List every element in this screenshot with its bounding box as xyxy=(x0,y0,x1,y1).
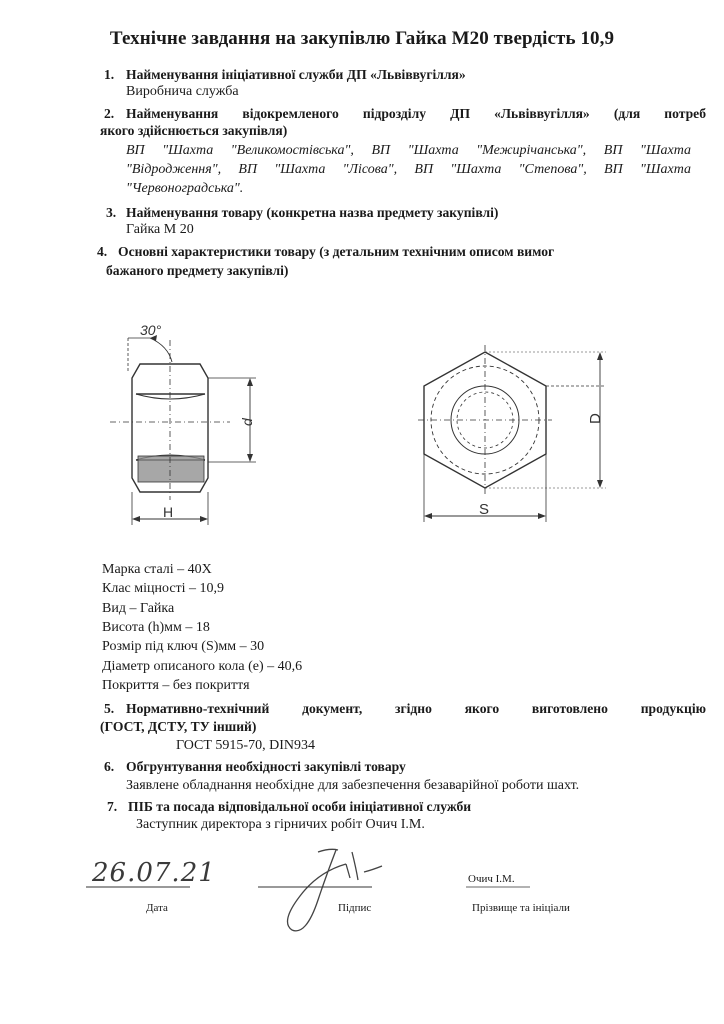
section-1-value: Виробнича служба xyxy=(126,84,239,99)
d-label: d xyxy=(239,418,255,426)
section-6-number: 6. xyxy=(104,759,115,774)
section-3-heading: Найменування товару (конкретна назва предмету закупівлі) xyxy=(126,205,499,220)
section-6-value: Заявлене обладнання необхідне для забезпечення безаварійної роботи шахт. xyxy=(126,778,580,793)
section-5-heading-line2: (ГОСТ, ДСТУ, ТУ інший) xyxy=(100,719,257,734)
s-label: S xyxy=(479,501,490,518)
spec-line: Вид – Гайка xyxy=(102,600,175,616)
section-4-heading-line1: Основні характеристики товару (з детальним технічним описом вимог xyxy=(118,244,555,259)
section-2-value-line2: "Відродження", ВП "Шахта "Лісова", ВП "Шахта "Степова", ВП "Шахта xyxy=(126,162,691,177)
name-label: Прізвище та ініціали xyxy=(472,902,570,914)
section-7-number: 7. xyxy=(107,799,118,814)
nut-side-view xyxy=(110,335,256,525)
section-5-value: ГОСТ 5915-70, DIN934 xyxy=(176,738,315,753)
spec-line: Розмір під ключ (S)мм – 30 xyxy=(102,639,265,655)
section-1-heading: Найменування ініціативної служби ДП «Львіввугілля» xyxy=(126,67,466,82)
section-3-value: Гайка М 20 xyxy=(126,222,194,237)
section-2-value-line3: "Червоноградська". xyxy=(126,181,244,196)
section-3-number: 3. xyxy=(106,205,117,220)
section-2-number: 2. xyxy=(104,106,115,121)
spec-line: Клас міцності – 10,9 xyxy=(102,581,225,597)
nut-top-view xyxy=(418,345,606,522)
section-7-value: Заступник директора з гірничих робіт Очич І.М. xyxy=(136,817,425,832)
section-4-number: 4. xyxy=(97,244,108,259)
angle-label: 30° xyxy=(140,322,162,338)
section-5-heading-line1: Нормативно-технічний документ, згідно якого виготовлено продукцію xyxy=(126,701,706,716)
section-2-heading-line2: якого здійснюється закупівля) xyxy=(100,123,288,138)
spec-line: Висота (h)мм – 18 xyxy=(102,619,210,635)
section-2-heading-line1: Найменування відокремленого підрозділу ДП «Львіввугілля» (для потреб xyxy=(126,106,706,121)
spec-line: Марка сталі – 40Х xyxy=(102,562,212,577)
date-label: Дата xyxy=(146,902,168,914)
document-title: Технічне завдання на закупівлю Гайка М20 твердість 10,9 xyxy=(109,28,615,49)
name-value: Очич І.М. xyxy=(468,873,515,885)
date-handwritten: 26.07.21 xyxy=(92,858,216,888)
section-6-heading: Обгрунтування необхідності закупівлі товару xyxy=(126,759,406,774)
section-7-heading: ПІБ та посада відповідальної особи ініціативної служби xyxy=(128,799,472,814)
spec-line: Покриття – без покриття xyxy=(102,677,250,693)
signature-label: Підпис xyxy=(338,902,372,914)
section-1-number: 1. xyxy=(104,67,115,82)
section-5-number: 5. xyxy=(104,701,115,716)
d-outer-label: D xyxy=(587,413,604,424)
signature-scribble xyxy=(288,849,383,931)
h-label: H xyxy=(163,504,174,520)
spec-line: Діаметр описаного кола (е) – 40,6 xyxy=(102,658,303,674)
section-2-value-line1: ВП "Шахта "Великомостівська", ВП "Шахта "Межирічанська", ВП "Шахта xyxy=(126,143,691,158)
section-4-heading-line2: бажаного предмету закупівлі) xyxy=(106,263,289,278)
